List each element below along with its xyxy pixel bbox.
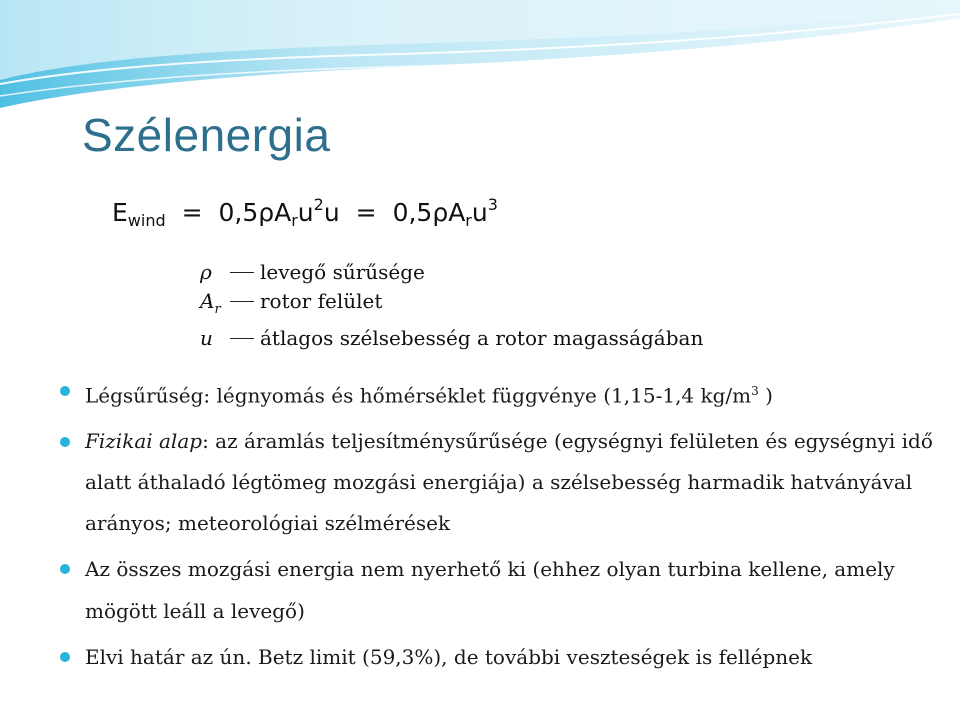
bullet-dot-icon xyxy=(60,564,70,574)
bullet-italic-lead: Fizikai alap xyxy=(85,428,203,453)
formula-middle-lead: 0,5ρA xyxy=(218,198,292,227)
formula-e: E xyxy=(112,198,128,227)
formula-right-subscript: r xyxy=(465,211,472,230)
slide-title: Szélenergia xyxy=(82,109,331,161)
bullet-text: Az összes mozgási energia nem nyerhető ki (ehhez olyan turbina kellene, amely mögött leáll a levegő) xyxy=(85,556,895,623)
legend-dash xyxy=(230,301,254,302)
legend-item-wind-speed xyxy=(200,324,703,353)
legend-text: átlagos szélsebesség a rotor magasságában xyxy=(260,326,704,350)
legend-dash xyxy=(230,272,254,273)
bullet-air-density xyxy=(60,370,940,417)
formula-middle-exponent: 2 xyxy=(313,195,324,214)
bullet-superscript: 3 xyxy=(751,384,759,398)
legend-text: levegő sűrűsége xyxy=(260,260,425,284)
formula-middle-subscript: r xyxy=(291,211,298,230)
bullet-physical-basis xyxy=(60,421,940,544)
formula-equals-2: = xyxy=(355,198,377,227)
formula-right-u: u xyxy=(471,198,488,227)
legend-symbol-char: A xyxy=(200,289,215,313)
bullet-betz-limit xyxy=(60,636,940,678)
bullet-dot-icon xyxy=(60,386,70,396)
formula-e-subscript: wind xyxy=(127,211,166,230)
bullet-text: Légsűrűség: légnyomás és hőmérséklet függvénye (1,15-1,4 kg/m xyxy=(85,383,752,408)
legend-symbol xyxy=(200,324,222,353)
legend-item-rho xyxy=(200,258,703,287)
formula-legend xyxy=(200,258,703,353)
legend-symbol-subscript: r xyxy=(214,302,221,317)
legend-item-rotor-area xyxy=(200,287,703,324)
bullet-text: Elvi határ az ún. Betz limit (59,3%), de további veszteségek is fellépnek xyxy=(85,644,813,669)
legend-symbol-char: u xyxy=(200,326,213,350)
legend-symbol-char: ρ xyxy=(200,260,212,284)
legend-symbol xyxy=(200,287,222,324)
bullet-dot-icon xyxy=(60,652,70,662)
legend-dash xyxy=(230,338,254,339)
bullet-dot-icon xyxy=(60,437,70,447)
wind-energy-formula xyxy=(112,195,498,230)
bullet-text: : az áramlás teljesítménysűrűsége (egységnyi felületen és egységnyi idő alatt áthaladó légtömeg mozgási energiája) a szélsebesség harmadik hatványával arányos; meteorológiai szélmérések xyxy=(85,428,933,535)
legend-symbol xyxy=(200,258,222,287)
formula-right-lead: 0,5ρA xyxy=(392,198,466,227)
legend-text: rotor felület xyxy=(260,289,383,313)
formula-middle-tail: u xyxy=(323,198,340,227)
bullet-kinetic-energy xyxy=(60,548,940,632)
decorative-wave-header xyxy=(0,0,960,120)
formula-equals-1: = xyxy=(181,198,203,227)
bullet-list xyxy=(60,370,940,678)
formula-right-exponent: 3 xyxy=(487,195,498,214)
bullet-text-tail: ) xyxy=(765,383,773,408)
formula-middle-u: u xyxy=(297,198,314,227)
